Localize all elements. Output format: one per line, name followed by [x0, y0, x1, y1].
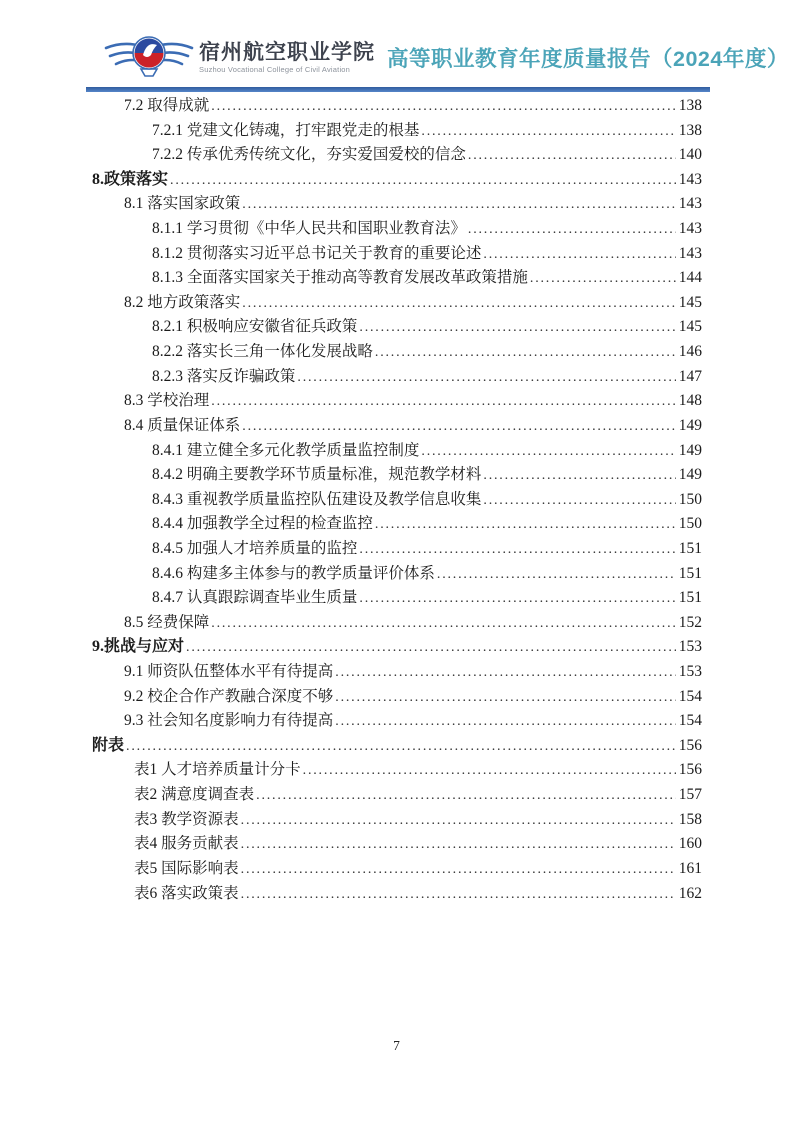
toc-entry	[92, 439, 702, 464]
toc-leader-dots	[530, 266, 676, 292]
toc-entry	[92, 537, 702, 562]
toc-page-number: 156	[678, 736, 702, 754]
toc-entry	[92, 758, 702, 783]
toc-entry	[92, 635, 702, 660]
toc-leader-dots	[303, 758, 676, 784]
toc-page-number: 153	[678, 663, 702, 681]
toc-entry-title: 9.1 师资队伍整体水平有待提高	[124, 663, 334, 681]
toc-page-number: 149	[678, 441, 702, 459]
toc-leader-dots	[211, 94, 675, 120]
toc-entry	[92, 168, 702, 193]
toc-leader-dots	[359, 315, 675, 341]
toc-entry	[92, 291, 702, 316]
toc-page-number: 147	[678, 367, 702, 385]
toc-entry-title: 表2 满意度调查表	[134, 786, 255, 804]
toc-entry-title: 8.2.1 积极响应安徽省征兵政策	[152, 318, 358, 336]
toc-page-number: 153	[678, 638, 702, 656]
report-title: 高等职业教育年度质量报告（2024年度）	[387, 46, 789, 71]
toc-entry	[92, 315, 702, 340]
toc-page-number: 154	[678, 687, 702, 705]
toc-page-number: 143	[678, 244, 702, 262]
toc-entry-title: 8.4 质量保证体系	[124, 416, 241, 434]
toc-entry-title: 8.4.5 加强人才培养质量的监控	[152, 539, 358, 557]
toc-entry-title: 8.1.1 学习贯彻《中华人民共和国职业教育法》	[152, 220, 466, 238]
toc-leader-dots	[256, 783, 676, 809]
toc-leader-dots	[421, 119, 675, 145]
toc-leader-dots	[483, 463, 675, 489]
toc-entry-title: 8.5 经费保障	[124, 613, 210, 631]
school-brand	[103, 33, 375, 81]
toc-leader-dots	[170, 168, 676, 194]
toc-entry-title: 8.4.3 重视教学质量监控队伍建设及教学信息收集	[152, 490, 482, 508]
toc-entry	[92, 242, 702, 267]
toc-entry-title: 9.2 校企合作产教融合深度不够	[124, 687, 334, 705]
toc-leader-dots	[242, 291, 675, 317]
toc-entry-title: 8.1 落实国家政策	[124, 195, 241, 213]
toc-entry	[92, 143, 702, 168]
toc-leader-dots	[335, 709, 675, 735]
toc-leader-dots	[359, 586, 675, 612]
toc-leader-dots	[211, 389, 675, 415]
toc-entry	[92, 217, 702, 242]
toc-page-number: 150	[678, 490, 702, 508]
toc-leader-dots	[437, 562, 676, 588]
toc-page-number: 157	[678, 786, 702, 804]
toc-entry	[92, 365, 702, 390]
toc-page-number: 145	[678, 293, 702, 311]
toc-entry	[92, 734, 702, 759]
toc-page-number: 161	[678, 859, 702, 877]
toc-page-number: 151	[678, 589, 702, 607]
page-header	[103, 33, 789, 81]
toc-entry-title: 附表	[92, 736, 125, 754]
toc-page-number: 150	[678, 515, 702, 533]
toc-page-number: 151	[678, 564, 702, 582]
toc-leader-dots	[359, 537, 675, 563]
toc-entry	[92, 192, 702, 217]
toc-leader-dots	[186, 635, 676, 661]
toc-page-number: 149	[678, 416, 702, 434]
toc-leader-dots	[242, 414, 675, 440]
toc-entry-title: 8.4.1 建立健全多元化教学质量监控制度	[152, 441, 420, 459]
toc-entry	[92, 783, 702, 808]
school-name-block	[199, 41, 375, 74]
toc-leader-dots	[375, 512, 676, 538]
toc-page-number: 151	[678, 539, 702, 557]
toc-entry	[92, 266, 702, 291]
toc-entry-title: 8.1.3 全面落实国家关于推动高等教育发展改革政策措施	[152, 269, 528, 287]
toc-page-number: 138	[678, 121, 702, 139]
toc-entry-title: 8.2.3 落实反诈骗政策	[152, 367, 296, 385]
toc-entry	[92, 611, 702, 636]
toc-entry	[92, 389, 702, 414]
toc-entry	[92, 340, 702, 365]
toc-entry	[92, 414, 702, 439]
toc-leader-dots	[242, 192, 675, 218]
toc-leader-dots	[421, 439, 675, 465]
toc-entry-title: 9.3 社会知名度影响力有待提高	[124, 712, 334, 730]
toc-entry-title: 8.2 地方政策落实	[124, 293, 241, 311]
aviation-wings-logo-icon	[103, 33, 195, 81]
toc-page-number: 154	[678, 712, 702, 730]
toc-page-number: 160	[678, 835, 702, 853]
toc-entry	[92, 832, 702, 857]
toc-entry-title: 7.2.1 党建文化铸魂，打牢跟党走的根基	[152, 121, 420, 139]
toc-leader-dots	[241, 832, 676, 858]
toc-entry	[92, 808, 702, 833]
toc-entry	[92, 562, 702, 587]
toc-entry	[92, 463, 702, 488]
toc-page-number: 143	[678, 170, 702, 188]
toc-entry-title: 8.3 学校治理	[124, 392, 210, 410]
toc-leader-dots	[483, 242, 675, 268]
toc-entry	[92, 857, 702, 882]
toc-page-number: 148	[678, 392, 702, 410]
toc-entry	[92, 586, 702, 611]
toc-entry-title: 表1 人才培养质量计分卡	[134, 761, 301, 779]
toc-leader-dots	[335, 685, 675, 711]
school-name-cn: 宿州航空职业学院	[199, 40, 375, 64]
toc-page-number: 143	[678, 220, 702, 238]
school-name-en: Suzhou Vocational College of Civil Aviation	[199, 64, 351, 74]
toc-entry-title: 表6 落实政策表	[134, 884, 239, 902]
toc-entry-title: 7.2 取得成就	[124, 97, 210, 114]
toc-leader-dots	[297, 365, 675, 391]
toc-entry-title: 表4 服务贡献表	[134, 835, 239, 853]
toc-entry	[92, 512, 702, 537]
table-of-contents	[92, 94, 702, 906]
toc-page-number: 156	[678, 761, 702, 779]
toc-entry	[92, 94, 702, 119]
toc-entry-title: 8.1.2 贯彻落实习近平总书记关于教育的重要论述	[152, 244, 482, 262]
toc-entry-title: 8.4.7 认真跟踪调查毕业生质量	[152, 589, 358, 607]
toc-entry-title: 表5 国际影响表	[134, 859, 239, 877]
header-divider-rule	[86, 87, 710, 92]
toc-leader-dots	[335, 660, 675, 686]
toc-leader-dots	[211, 611, 675, 637]
toc-page-number: 146	[678, 343, 702, 361]
toc-entry	[92, 119, 702, 144]
toc-leader-dots	[375, 340, 676, 366]
toc-entry	[92, 685, 702, 710]
toc-page-number: 162	[678, 884, 702, 902]
page-number: 7	[393, 1038, 400, 1053]
toc-entry-title: 8.4.4 加强教学全过程的检查监控	[152, 515, 373, 533]
toc-page-number: 152	[678, 613, 702, 631]
toc-page-number: 149	[678, 466, 702, 484]
toc-entry-title: 7.2.2 传承优秀传统文化，夯实爱国爱校的信念	[152, 146, 466, 164]
toc-leader-dots	[483, 488, 675, 514]
toc-entry-title: 9.挑战与应对	[92, 638, 185, 656]
toc-leader-dots	[241, 882, 676, 908]
toc-entry-title: 8.4.6 构建多主体参与的教学质量评价体系	[152, 564, 435, 582]
toc-leader-dots	[468, 217, 676, 243]
toc-entry-title: 8.2.2 落实长三角一体化发展战略	[152, 343, 373, 361]
toc-entry	[92, 709, 702, 734]
toc-page-number: 145	[678, 318, 702, 336]
toc-leader-dots	[241, 808, 676, 834]
toc-page-number: 143	[678, 195, 702, 213]
toc-page-number: 144	[678, 269, 702, 287]
toc-entry	[92, 488, 702, 513]
toc-entry	[92, 660, 702, 685]
toc-page-number: 140	[678, 146, 702, 164]
toc-entry-title: 表3 教学资源表	[134, 810, 239, 828]
toc-leader-dots	[468, 143, 676, 169]
toc-entry	[92, 882, 702, 907]
toc-page-number: 138	[678, 97, 702, 114]
page-footer	[0, 1038, 793, 1054]
toc-page-number: 158	[678, 810, 702, 828]
toc-leader-dots	[126, 734, 676, 760]
toc-entry-title: 8.4.2 明确主要教学环节质量标准，规范教学材料	[152, 466, 482, 484]
toc-leader-dots	[241, 857, 676, 883]
toc-entry-title: 8.政策落实	[92, 170, 169, 188]
